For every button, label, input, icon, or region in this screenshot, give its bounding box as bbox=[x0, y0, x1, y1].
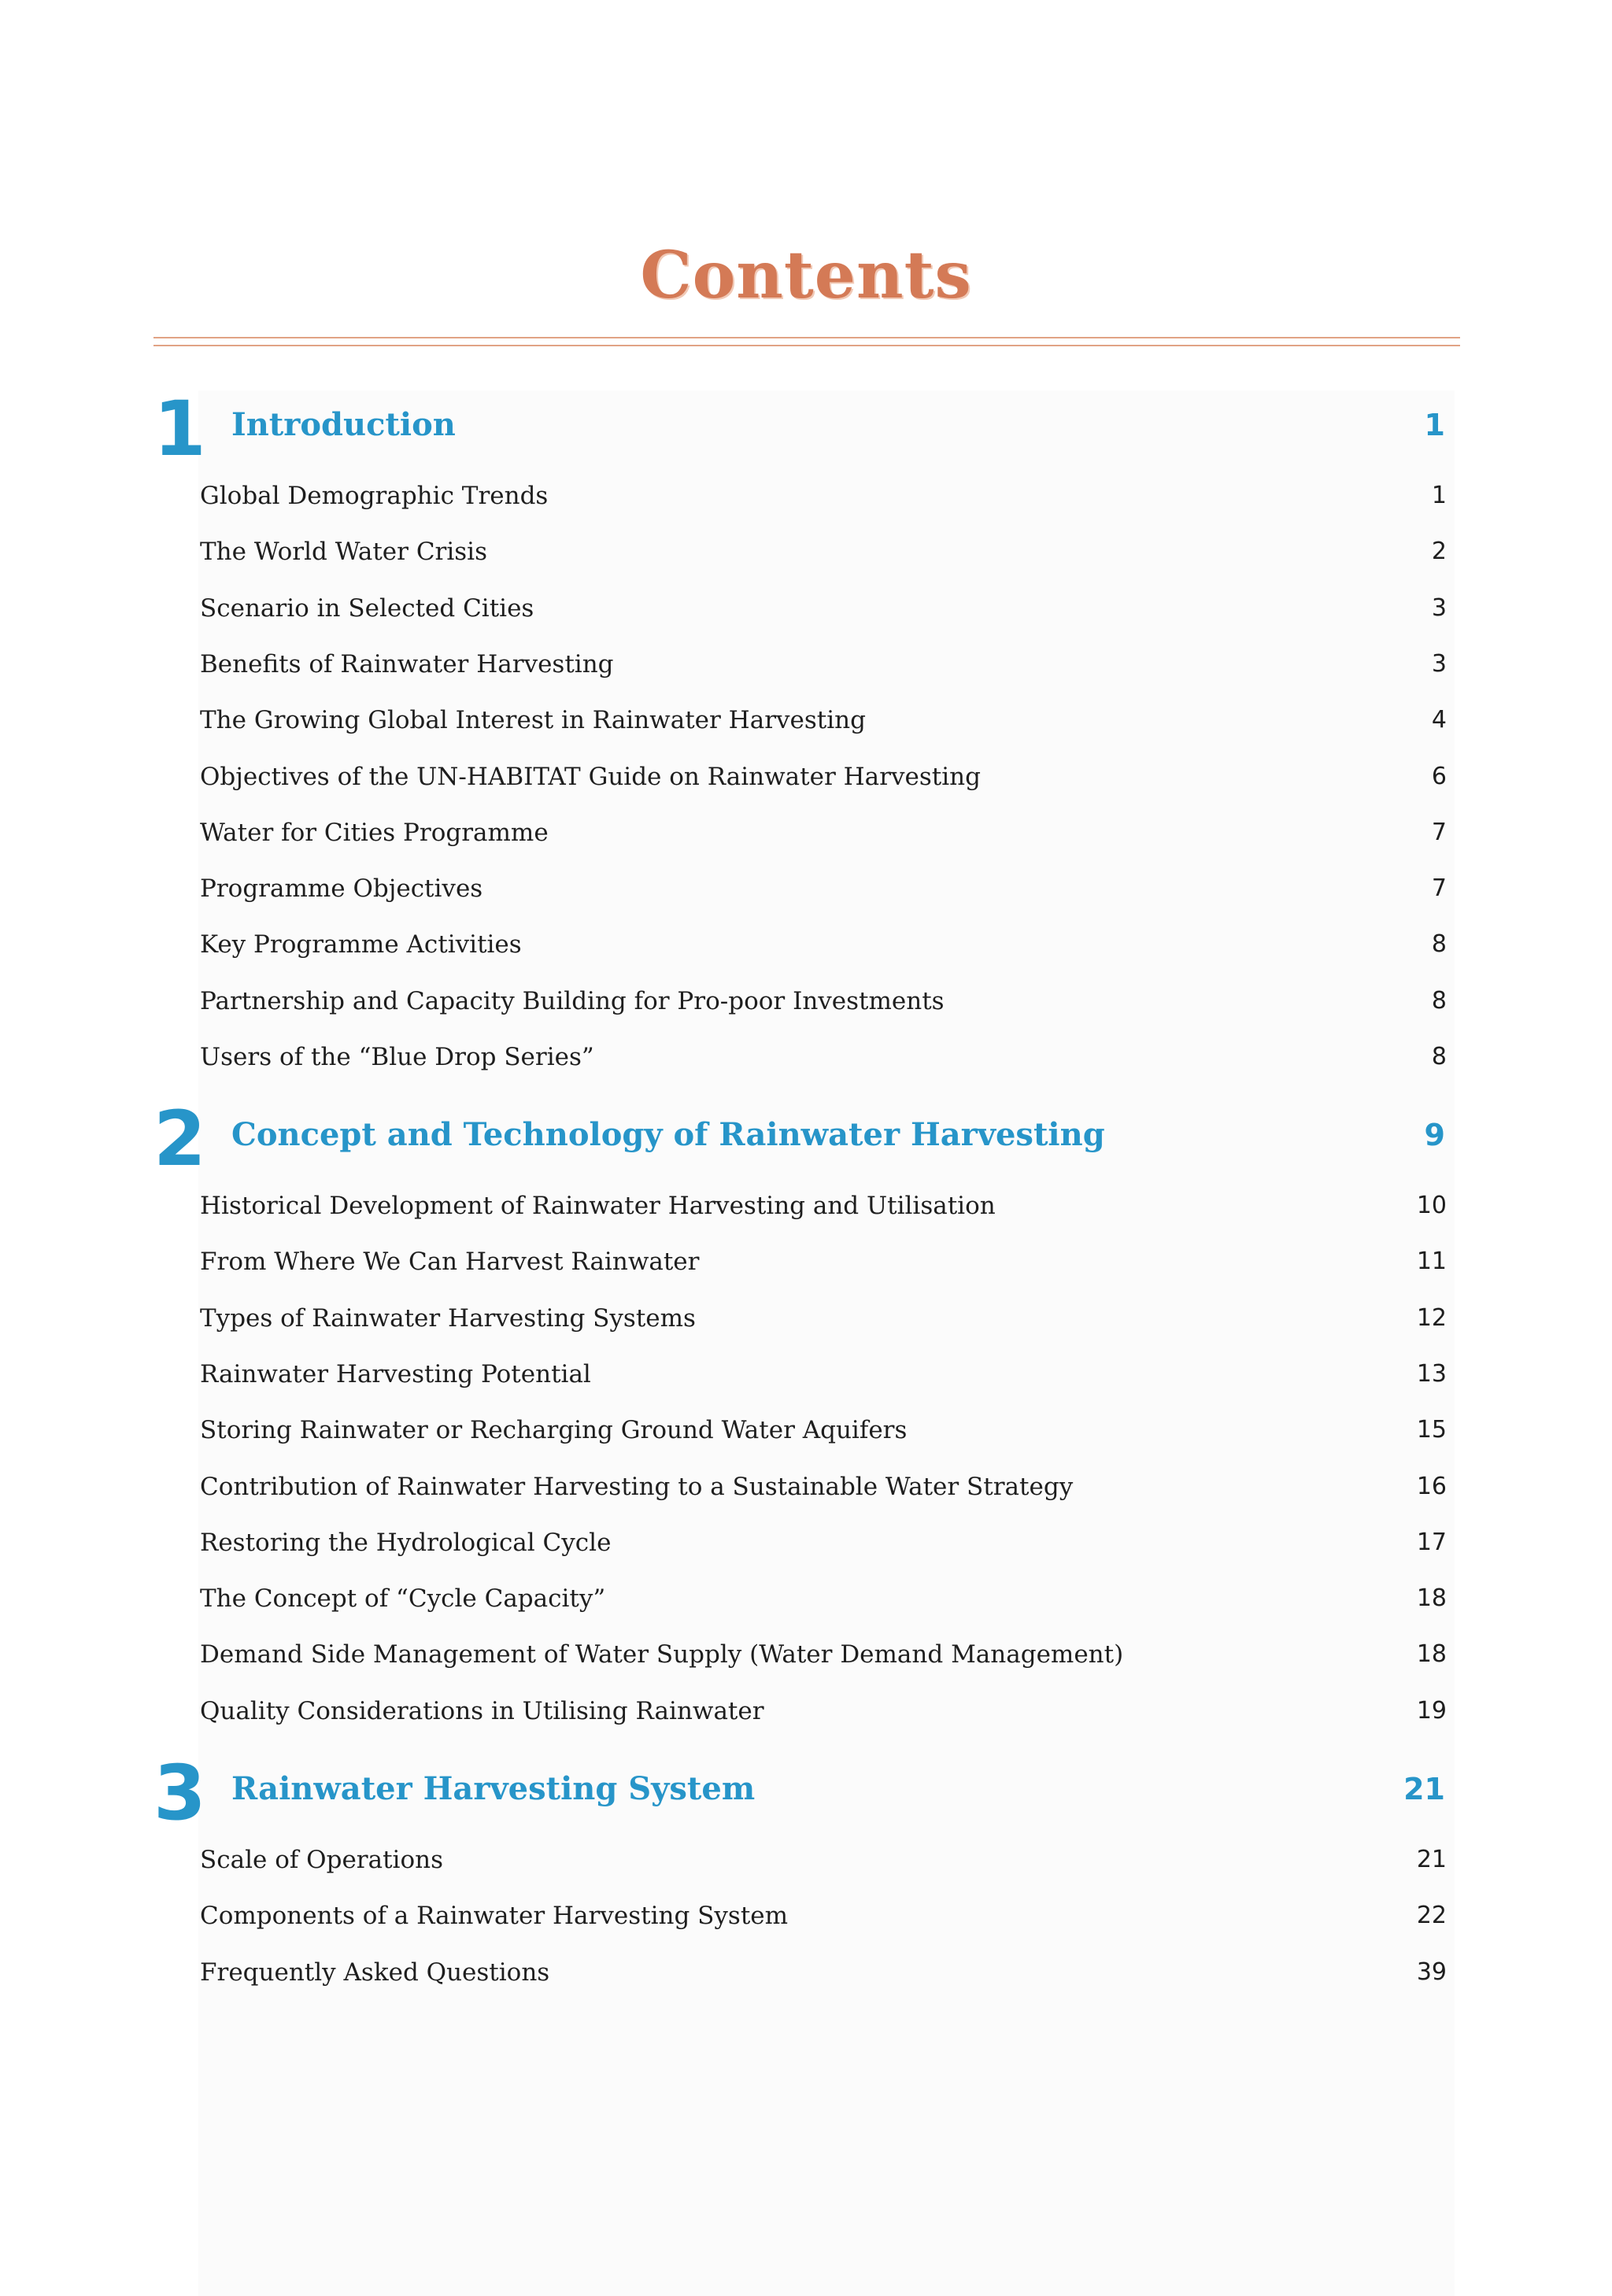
toc-entry[interactable] bbox=[200, 1242, 1447, 1281]
toc-entry[interactable] bbox=[200, 813, 1447, 852]
chapter-title: Introduction bbox=[231, 406, 456, 443]
toc-entry[interactable] bbox=[200, 1411, 1447, 1450]
toc-entry[interactable] bbox=[200, 1355, 1447, 1394]
toc-entry[interactable] bbox=[200, 1896, 1447, 1936]
toc-entry-page-number: 17 bbox=[1416, 1528, 1447, 1556]
toc-entry[interactable] bbox=[200, 925, 1447, 964]
page-title: Contents bbox=[640, 238, 972, 313]
toc-entry-title: The Growing Global Interest in Rainwater Harvesting bbox=[200, 706, 866, 735]
toc-entry[interactable] bbox=[200, 1953, 1447, 1992]
toc-entry-page-number: 13 bbox=[1416, 1359, 1447, 1388]
toc-entry-page-number: 8 bbox=[1431, 930, 1447, 959]
toc-entry-page-number: 8 bbox=[1431, 986, 1447, 1015]
toc-entry-title: Contribution of Rainwater Harvesting to a Sustainable Water Strategy bbox=[200, 1472, 1074, 1501]
toc-entry-page-number: 6 bbox=[1431, 762, 1447, 790]
toc-entry[interactable] bbox=[200, 1186, 1447, 1226]
toc-entry[interactable] bbox=[200, 1579, 1447, 1618]
toc-entry-page-number: 18 bbox=[1416, 1584, 1447, 1613]
toc-entry[interactable] bbox=[200, 1523, 1447, 1562]
toc-entry[interactable] bbox=[200, 1840, 1447, 1880]
chapter-page-number: 9 bbox=[1424, 1118, 1445, 1152]
toc-entry-page-number: 8 bbox=[1431, 1043, 1447, 1070]
chapter-number: 1 bbox=[153, 385, 206, 473]
toc-entry-title: Restoring the Hydrological Cycle bbox=[200, 1528, 612, 1557]
toc-entry-title: Rainwater Harvesting Potential bbox=[200, 1359, 591, 1388]
toc-entry[interactable] bbox=[200, 1635, 1447, 1674]
toc-entry-page-number: 7 bbox=[1431, 874, 1447, 903]
toc-entry-page-number: 15 bbox=[1416, 1416, 1447, 1444]
toc-entry-page-number: 18 bbox=[1416, 1640, 1447, 1669]
toc-entry-page-number: 16 bbox=[1416, 1472, 1447, 1500]
chapter-number: 2 bbox=[153, 1095, 206, 1183]
toc-entry[interactable] bbox=[200, 701, 1447, 740]
toc-entry[interactable] bbox=[200, 1691, 1447, 1731]
toc-entry[interactable] bbox=[200, 476, 1447, 516]
toc-entry[interactable] bbox=[200, 1037, 1447, 1077]
toc-entry[interactable] bbox=[200, 532, 1447, 571]
toc-entry-page-number: 3 bbox=[1431, 593, 1447, 622]
toc-entry[interactable] bbox=[200, 1299, 1447, 1338]
toc-entry[interactable] bbox=[200, 869, 1447, 908]
toc-entry-title: Programme Objectives bbox=[200, 874, 483, 904]
toc-entry-title: Storing Rainwater or Recharging Ground Water Aquifers bbox=[200, 1416, 908, 1445]
toc-entry-title: Key Programme Activities bbox=[200, 930, 522, 959]
toc-entry[interactable] bbox=[200, 589, 1447, 628]
toc-entry-page-number: 11 bbox=[1416, 1248, 1447, 1276]
toc-entry-title: Frequently Asked Questions bbox=[200, 1958, 550, 1987]
toc-entry[interactable] bbox=[200, 982, 1447, 1021]
toc-entry-title: Components of a Rainwater Harvesting System bbox=[200, 1902, 789, 1931]
toc-entry-title: Scale of Operations bbox=[200, 1846, 444, 1874]
toc-entry-page-number: 1 bbox=[1431, 482, 1447, 509]
toc-entry-title: Water for Cities Programme bbox=[200, 818, 549, 847]
toc-entry-title: Global Demographic Trends bbox=[200, 482, 549, 510]
toc-entry-page-number: 10 bbox=[1416, 1192, 1447, 1219]
toc-entry-page-number: 22 bbox=[1416, 1902, 1447, 1930]
toc-entry-page-number: 7 bbox=[1431, 818, 1447, 846]
toc-entry[interactable] bbox=[200, 645, 1447, 684]
toc-entry-title: Users of the “Blue Drop Series” bbox=[200, 1043, 594, 1071]
toc-entry-page-number: 12 bbox=[1416, 1303, 1447, 1332]
title-divider bbox=[153, 337, 1460, 346]
toc-entry-title: Types of Rainwater Harvesting Systems bbox=[200, 1303, 696, 1333]
toc-entry-page-number: 3 bbox=[1431, 649, 1447, 678]
chapter-page-number: 21 bbox=[1403, 1772, 1445, 1806]
chapter-title: Concept and Technology of Rainwater Harvesting bbox=[231, 1116, 1105, 1153]
toc-entry-title: The World Water Crisis bbox=[200, 538, 488, 567]
chapter-number: 3 bbox=[153, 1749, 206, 1837]
toc-entry-title: Benefits of Rainwater Harvesting bbox=[200, 649, 614, 678]
toc-entry-title: Historical Development of Rainwater Harvesting and Utilisation bbox=[200, 1192, 996, 1220]
toc-entry-title: Partnership and Capacity Building for Pro-poor Investments bbox=[200, 986, 945, 1015]
toc-entry-page-number: 4 bbox=[1431, 706, 1447, 734]
toc-entry-title: Demand Side Management of Water Supply (Water Demand Management) bbox=[200, 1640, 1124, 1669]
toc-entry[interactable] bbox=[200, 757, 1447, 797]
toc-entry-page-number: 21 bbox=[1416, 1846, 1447, 1873]
toc-entry-title: The Concept of “Cycle Capacity” bbox=[200, 1584, 606, 1614]
toc-entry[interactable] bbox=[200, 1467, 1447, 1507]
toc-entry-page-number: 2 bbox=[1431, 538, 1447, 566]
toc-entry-title: From Where We Can Harvest Rainwater bbox=[200, 1248, 700, 1277]
toc-entry-page-number: 39 bbox=[1416, 1958, 1447, 1986]
toc-entry-page-number: 19 bbox=[1416, 1696, 1447, 1725]
toc-entry-title: Quality Considerations in Utilising Rainwater bbox=[200, 1696, 764, 1725]
chapter-title: Rainwater Harvesting System bbox=[231, 1770, 756, 1807]
toc-entry-title: Objectives of the UN-HABITAT Guide on Rainwater Harvesting bbox=[200, 762, 981, 791]
chapter-page-number: 1 bbox=[1424, 408, 1445, 442]
toc-entry-title: Scenario in Selected Cities bbox=[200, 593, 534, 623]
